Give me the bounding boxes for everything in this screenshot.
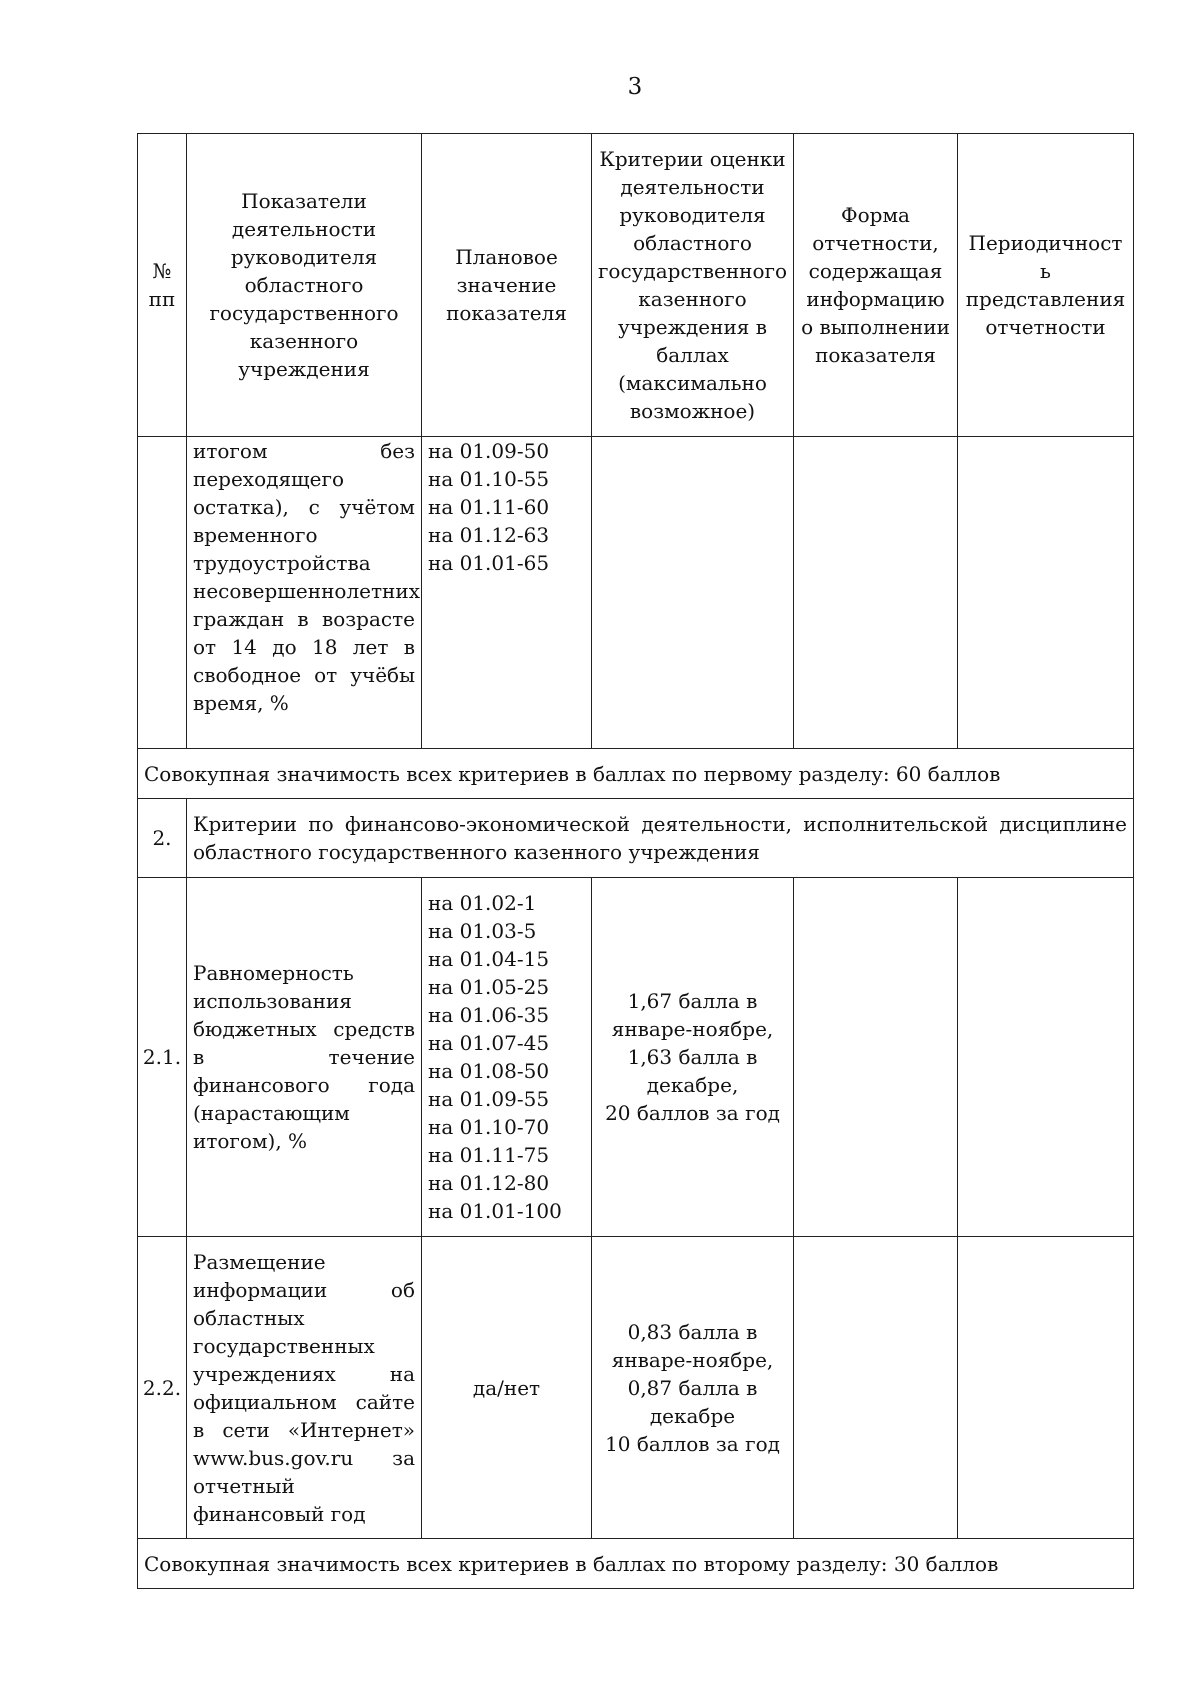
text-line: учреждениях на: [193, 1361, 415, 1386]
plan-value: да/нет: [422, 1237, 592, 1539]
text-line: областного: [244, 273, 364, 297]
indicator-text: [187, 437, 422, 749]
text-line: декабре,: [646, 1073, 739, 1097]
section-2-number: 2.: [138, 799, 187, 878]
text-line: на 01.12-63: [428, 523, 550, 547]
text-line: январе-ноябре,: [611, 1017, 774, 1041]
text-line: на 01.12-80: [428, 1171, 550, 1195]
text-line: информацию: [806, 287, 945, 311]
text-line: 0,83 балла в: [627, 1319, 758, 1344]
text-line: на 01.02-1: [428, 891, 537, 915]
text-line: учреждения: [238, 357, 370, 381]
text-line: Критерии оценки: [599, 147, 786, 171]
section-1-total-row: [138, 749, 1134, 799]
text-line: www.bus.gov.ru за: [193, 1445, 415, 1470]
text-line: трудоустройства: [193, 551, 371, 575]
text-line: декабре: [649, 1403, 736, 1428]
report-form-cell: [794, 437, 958, 749]
text-line: №: [152, 259, 172, 283]
text-line: остатка), с учётом: [193, 495, 415, 519]
header-criteria: [592, 134, 794, 437]
text-line: на 01.11-75: [428, 1143, 550, 1167]
text-line: январе-ноябре,: [611, 1347, 774, 1372]
text-line: на 01.08-50: [428, 1059, 550, 1083]
section-2-title: Критерии по финансово-экономической деятельности, исполнительской дисциплине областного государственного казенного учреждения: [193, 812, 1127, 864]
text-line: информации об: [193, 1277, 415, 1302]
text-line: Равномерность: [193, 961, 354, 985]
periodicity-cell: [958, 1237, 1134, 1539]
header-plan: [422, 134, 592, 437]
text-line: 20 баллов за год: [605, 1101, 780, 1125]
criteria-cell: [592, 437, 794, 749]
text-line: 1,63 балла в: [627, 1045, 758, 1069]
text-line: 1,67 балла в: [627, 989, 758, 1013]
text-line: использования: [193, 989, 352, 1013]
report-form-cell: [794, 878, 958, 1237]
row-number: 2.2.: [138, 1237, 187, 1539]
text-line: в сети «Интернет»: [193, 1417, 415, 1442]
text-line: свободное от учёбы: [193, 663, 415, 687]
text-line: финансового года: [193, 1073, 415, 1097]
text-line: отчетный: [193, 1473, 295, 1498]
text-line: о выполнении: [801, 315, 950, 339]
plan-values: [422, 878, 592, 1237]
text-line: несовершеннолетних: [193, 579, 420, 603]
text-line: (максимально: [618, 371, 767, 395]
text-line: 0,87 балла в: [627, 1375, 758, 1400]
section-2-total-row: [138, 1539, 1134, 1589]
text-line: областного: [633, 231, 752, 255]
row-number: 2.1.: [138, 878, 187, 1237]
text-line: на 01.11-60: [428, 495, 550, 519]
text-line: государственных: [193, 1333, 375, 1358]
section-2-total: Совокупная значимость всех критериев в баллах по второму разделу: 30 баллов: [138, 1539, 1134, 1589]
row-number: [138, 437, 187, 749]
text-line: на 01.09-50: [428, 439, 550, 463]
text-line: государственного: [597, 259, 788, 283]
text-line: отчетности: [985, 315, 1106, 339]
indicator-text: [187, 1237, 422, 1539]
report-form-cell: [794, 1237, 958, 1539]
text-line: баллах: [656, 343, 729, 367]
periodicity-cell: [958, 437, 1134, 749]
page-number: 3: [627, 74, 643, 100]
table-row-2-1: [138, 878, 1134, 1237]
text-line: отчетности,: [812, 231, 939, 255]
text-line: содержащая: [808, 259, 943, 283]
text-line: на 01.10-70: [428, 1115, 550, 1139]
table-header-row: [138, 134, 1134, 437]
text-line: на 01.06-35: [428, 1003, 550, 1027]
criteria-points: [592, 878, 794, 1237]
text-line: на 01.05-25: [428, 975, 550, 999]
text-line: представления: [965, 287, 1126, 311]
text-line: итогом без: [193, 439, 415, 463]
text-line: на 01.04-15: [428, 947, 550, 971]
text-line: учреждения в: [617, 315, 768, 339]
text-line: пп: [148, 287, 176, 311]
plan-values: [422, 437, 592, 749]
header-report-form: [794, 134, 958, 437]
periodicity-cell: [958, 878, 1134, 1237]
text-line: руководителя: [230, 245, 378, 269]
text-line: возможное): [629, 399, 756, 423]
header-number: [138, 134, 187, 437]
text-line: итогом), %: [193, 1129, 308, 1153]
text-line: областных: [193, 1305, 305, 1330]
text-line: от 14 до 18 лет в: [193, 635, 415, 659]
text-line: на 01.01-100: [428, 1199, 562, 1223]
text-line: деятельности: [231, 217, 377, 241]
text-line: переходящего: [193, 467, 345, 491]
table-row-2-2: [138, 1237, 1134, 1539]
text-line: на 01.01-65: [428, 551, 550, 575]
table-row-continued: [138, 437, 1134, 749]
text-line: Форма: [841, 203, 910, 227]
text-line: граждан в возрасте: [193, 607, 415, 631]
indicator-text: [187, 878, 422, 1237]
text-line: Показатели: [241, 189, 367, 213]
text-line: казенного: [638, 287, 747, 311]
criteria-points: [592, 1237, 794, 1539]
header-indicator: [187, 134, 422, 437]
text-line: показателя: [446, 301, 567, 325]
text-line: 10 баллов за год: [605, 1431, 780, 1456]
criteria-table: [137, 133, 1134, 1589]
text-line: на 01.07-45: [428, 1031, 550, 1055]
header-periodicity: [958, 134, 1134, 437]
text-line: значение: [456, 273, 557, 297]
text-line: показателя: [815, 343, 936, 367]
text-line: (нарастающим: [193, 1101, 350, 1125]
section-2-title-cell: [187, 799, 1134, 878]
text-line: на 01.09-55: [428, 1087, 550, 1111]
section-2-header-row: [138, 799, 1134, 878]
section-1-total: Совокупная значимость всех критериев в баллах по первому разделу: 60 баллов: [138, 749, 1134, 799]
text-line: финансовый год: [193, 1501, 366, 1526]
text-line: на 01.03-5: [428, 919, 537, 943]
text-line: время, %: [193, 691, 289, 715]
text-line: на 01.10-55: [428, 467, 550, 491]
text-line: казенного: [249, 329, 359, 353]
text-line: руководителя: [619, 203, 766, 227]
text-line: Размещение: [193, 1249, 326, 1274]
text-line: Плановое: [455, 245, 558, 269]
text-line: официальном сайте: [193, 1389, 415, 1414]
text-line: государственного: [209, 301, 399, 325]
text-line: бюджетных средств: [193, 1017, 415, 1041]
text-line: ь: [1040, 259, 1051, 283]
text-line: в течение: [193, 1045, 415, 1069]
text-line: деятельности: [620, 175, 765, 199]
text-line: Периодичност: [968, 231, 1123, 255]
text-line: временного: [193, 523, 318, 547]
